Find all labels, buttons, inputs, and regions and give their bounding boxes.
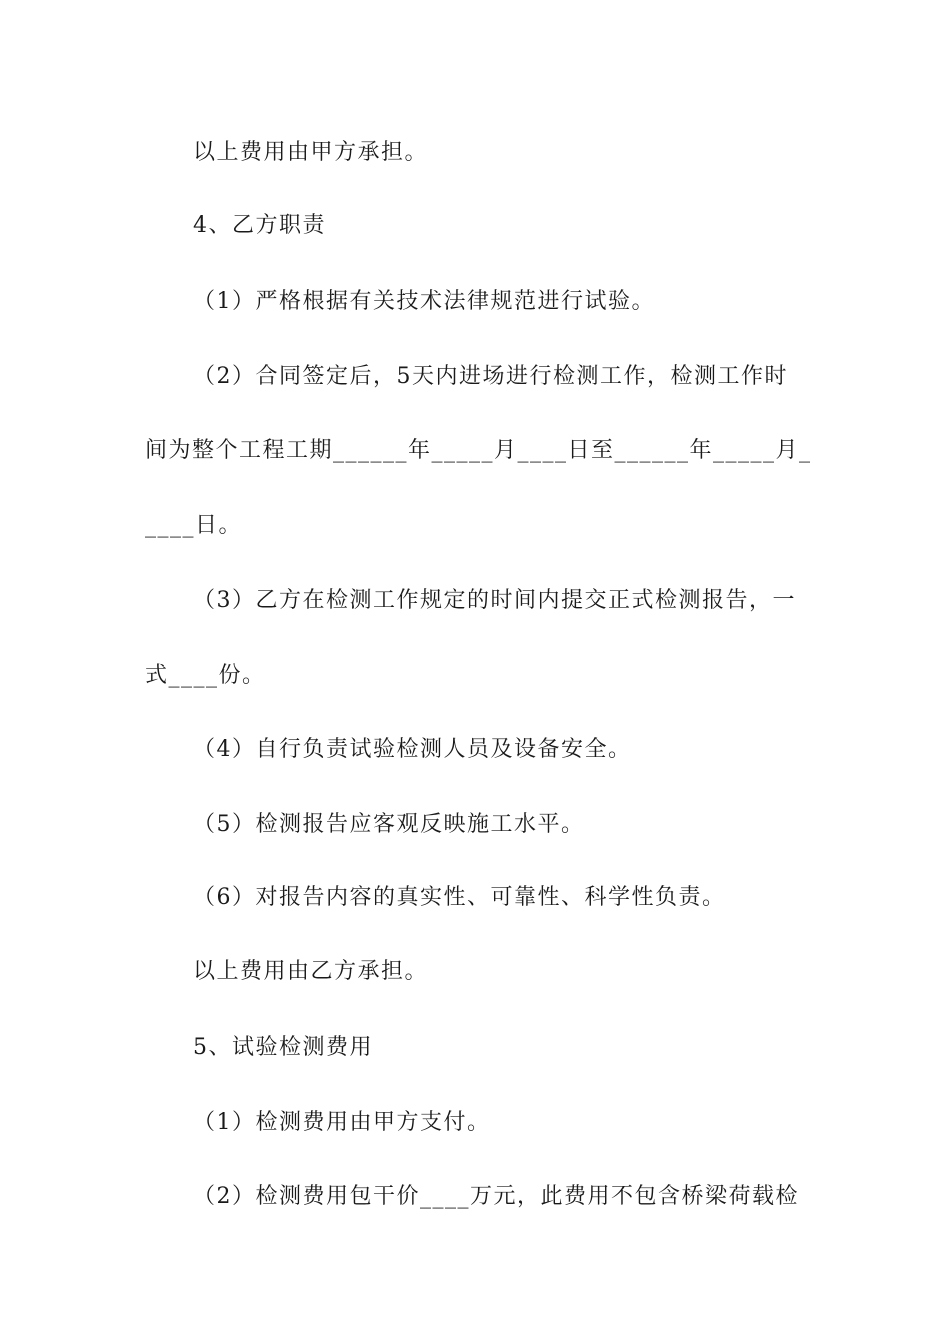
- paragraph-party-b-bears-costs: 以上费用由乙方承担。: [193, 959, 429, 984]
- section-heading-5: 5、试验检测费用: [193, 1035, 373, 1060]
- clause-5-1: （1）检测费用由甲方支付。: [193, 1110, 491, 1135]
- clause-4-4: （4）自行负责试验检测人员及设备安全。: [193, 737, 632, 762]
- clause-4-5: （5）检测报告应客观反映施工水平。: [193, 812, 585, 837]
- clause-4-2-line-2: 间为整个工程工期______年_____月____日至______年_____月_: [145, 438, 812, 463]
- clause-4-1: （1）严格根据有关技术法律规范进行试验。: [193, 289, 655, 314]
- section-heading-4: 4、乙方职责: [193, 213, 326, 238]
- clause-4-2-line-3: ____日。: [145, 513, 243, 538]
- clause-4-2-line-1: （2）合同签定后，5天内进场进行检测工作，检测工作时: [193, 364, 788, 389]
- paragraph-party-a-bears-costs: 以上费用由甲方承担。: [193, 140, 429, 165]
- clause-4-6: （6）对报告内容的真实性、可靠性、科学性负责。: [193, 885, 726, 910]
- clause-4-3-line-1: （3）乙方在检测工作规定的时间内提交正式检测报告，一: [193, 588, 796, 613]
- clause-4-3-line-2: 式____份。: [145, 663, 266, 688]
- clause-5-2-line-1: （2）检测费用包干价____万元，此费用不包含桥梁荷载检: [193, 1184, 799, 1209]
